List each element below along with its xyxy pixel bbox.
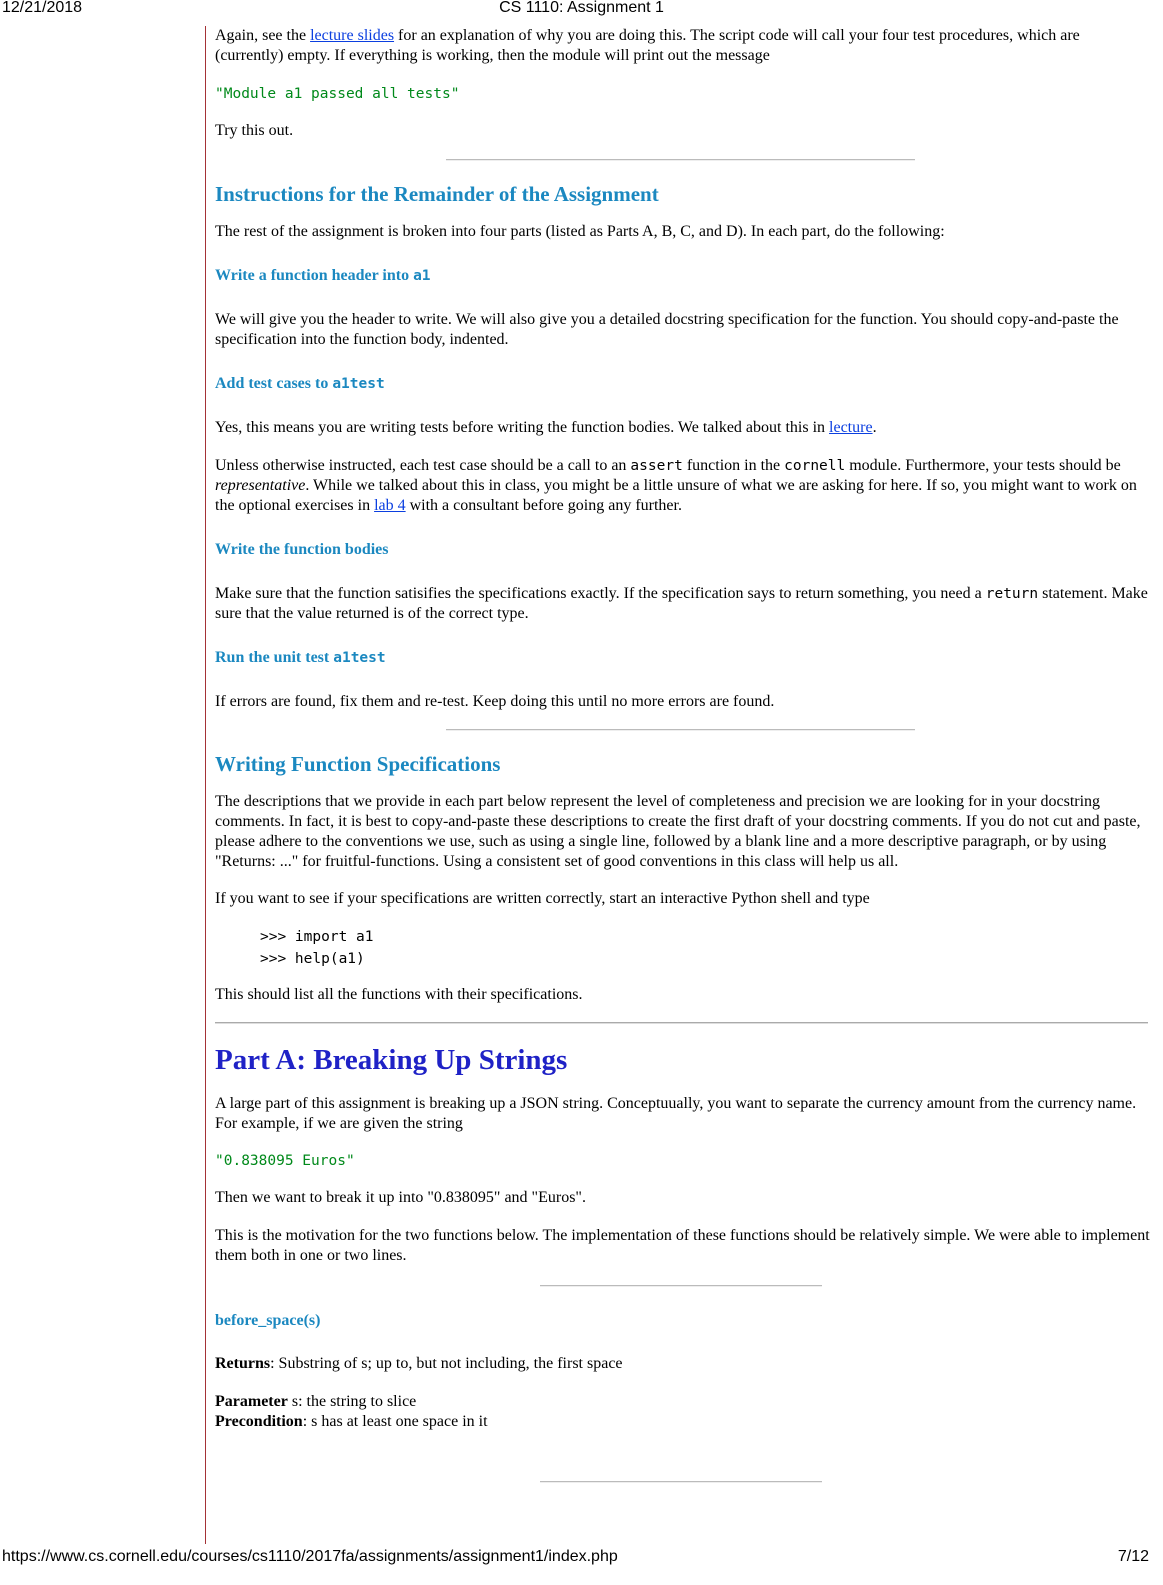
specs-heading: Writing Function Specifications bbox=[215, 752, 501, 776]
part-a-heading: Part A: Breaking Up Strings bbox=[215, 1044, 568, 1076]
returns-line: Returns: Substring of s; up to, but not including, the first space bbox=[215, 1355, 623, 1372]
precondition-line: Precondition: s has at least one space in it bbox=[215, 1413, 488, 1430]
step4-heading: Run the unit test a1test bbox=[215, 649, 386, 666]
print-title: CS 1110: Assignment 1 bbox=[499, 0, 664, 16]
print-header bbox=[0, 0, 1163, 19]
lab-4-link[interactable]: lab 4 bbox=[374, 497, 406, 514]
step2-paragraph-1: Yes, this means you are writing tests before writing the function bodies. We talked about this in lecture. bbox=[215, 419, 877, 436]
step2-heading: Add test cases to a1test bbox=[215, 375, 385, 392]
code-message: "Module a1 passed all tests" bbox=[215, 86, 460, 102]
main-content bbox=[215, 26, 1150, 1483]
part-a-paragraph-1: A large part of this assignment is breaking up a JSON string. Conceptuually, you want to separate the currency amount from the currency name. For example, if we are given the string bbox=[215, 1095, 1137, 1132]
lecture-link[interactable]: lecture bbox=[829, 419, 873, 436]
shell-line: >>> import a1 bbox=[260, 929, 374, 945]
divider bbox=[540, 1285, 822, 1287]
specs-paragraph-1: The descriptions that we provide in each part below represent the level of completeness and precision we are looking for in your docstring comments. In fact, it is best to copy-and-paste these descriptions to create the first draft of your docstring comments. If you do not cut and paste, please adhere to the conventions we use, such as using a single line, followed by a blank line and a more descriptive paragraph, or by using "Returns: ..." for fruitful-functions. Using a consistent set of good conventions in this class will help us all. bbox=[215, 793, 1141, 870]
specs-paragraph-2: If you want to see if your specifications are written correctly, start an interactive Python shell and type bbox=[215, 890, 870, 907]
shell-example bbox=[260, 926, 1150, 970]
specs-paragraph-3: This should list all the functions with their specifications. bbox=[215, 986, 583, 1003]
divider bbox=[446, 729, 915, 731]
print-url: https://www.cs.cornell.edu/courses/cs1110/2017fa/assignments/assignment1/index.php bbox=[2, 1548, 618, 1565]
print-footer bbox=[0, 1548, 1163, 1568]
step1-heading: Write a function header into a1 bbox=[215, 267, 431, 284]
code-example: "0.838095 Euros" bbox=[215, 1153, 355, 1169]
page-number: 7/12 bbox=[1117, 1548, 1149, 1565]
step1-text: We will give you the header to write. We will also give you a detailed docstring specification for the function. You should copy-and-paste the specification into the function body, indented. bbox=[215, 311, 1119, 348]
instructions-intro: The rest of the assignment is broken into four parts (listed as Parts A, B, C, and D). In each part, do the following: bbox=[215, 223, 945, 240]
step2-paragraph-2: Unless otherwise instructed, each test case should be a call to an assert function in the cornell module. Furthermore, your tests should be representative. While we talked about this in class, you might be a little unsure of what we are asking for here. If so, you might want to work on the optional exercises in lab 4 with a consultant before going any further. bbox=[215, 457, 1137, 514]
left-margin-rule bbox=[205, 26, 206, 1544]
step3-text: Make sure that the function satisifies the specifications exactly. If the specification says to return something, you need a return statement. Make sure that the value returned is of the correct type. bbox=[215, 585, 1148, 622]
intro-paragraph: Again, see the lecture slides for an explanation of why you are doing this. The script code will call your four test procedures, which are (currently) empty. If everything is working, then the module will print out the message bbox=[215, 27, 1080, 64]
try-text: Try this out. bbox=[215, 122, 294, 139]
lecture-slides-link[interactable]: lecture slides bbox=[310, 27, 395, 44]
instructions-heading: Instructions for the Remainder of the Assignment bbox=[215, 182, 659, 206]
function-heading: before_space(s) bbox=[215, 1312, 321, 1329]
step3-heading: Write the function bodies bbox=[215, 541, 389, 558]
part-a-paragraph-2: Then we want to break it up into "0.838095" and "Euros". bbox=[215, 1189, 586, 1206]
parameter-line: Parameter s: the string to slice bbox=[215, 1393, 417, 1410]
step4-text: If errors are found, fix them and re-test. Keep doing this until no more errors are found. bbox=[215, 693, 775, 710]
divider bbox=[446, 159, 915, 161]
section-divider bbox=[215, 1022, 1148, 1024]
divider bbox=[540, 1481, 822, 1483]
print-date: 12/21/2018 bbox=[2, 0, 83, 16]
shell-line: >>> help(a1) bbox=[260, 951, 365, 967]
part-a-paragraph-3: This is the motivation for the two functions below. The implementation of these functions should be relatively simple. We were able to implement them both in one or two lines. bbox=[215, 1227, 1150, 1264]
